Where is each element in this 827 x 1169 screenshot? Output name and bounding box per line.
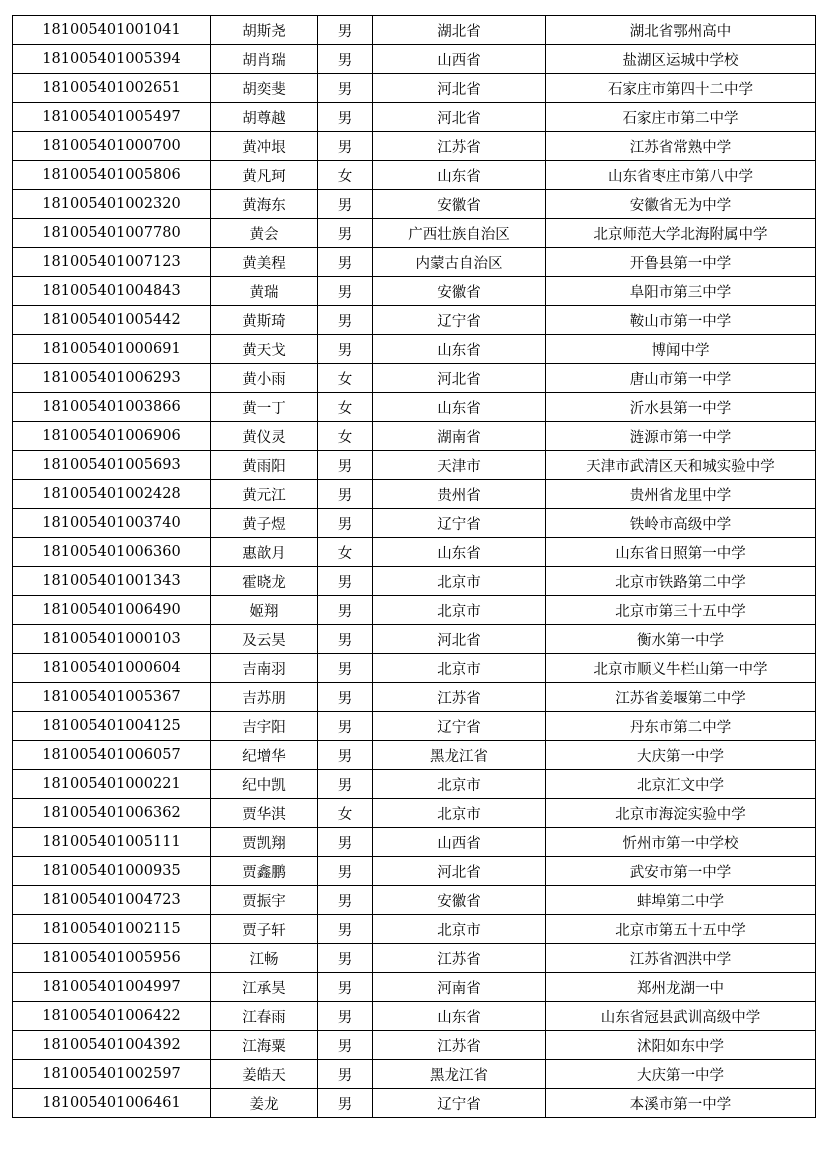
province-cell: 辽宁省 — [373, 1089, 546, 1118]
province-cell: 河北省 — [373, 364, 546, 393]
table-row — [13, 219, 816, 248]
table-row — [13, 1031, 816, 1060]
school-cell: 北京市第五十五中学 — [546, 915, 816, 944]
province-cell: 北京市 — [373, 799, 546, 828]
gender-cell: 女 — [318, 393, 373, 422]
school-cell: 湖北省鄂州高中 — [546, 16, 816, 45]
school-cell: 石家庄市第二中学 — [546, 103, 816, 132]
gender-cell: 男 — [318, 1060, 373, 1089]
table-row — [13, 712, 816, 741]
student-name-cell: 胡肖瑞 — [211, 45, 318, 74]
table-row — [13, 915, 816, 944]
province-cell: 天津市 — [373, 451, 546, 480]
school-cell: 沂水县第一中学 — [546, 393, 816, 422]
gender-cell: 男 — [318, 335, 373, 364]
province-cell: 江苏省 — [373, 683, 546, 712]
table-row — [13, 16, 816, 45]
province-cell: 北京市 — [373, 596, 546, 625]
school-cell: 安徽省无为中学 — [546, 190, 816, 219]
student-id-cell: 181005401004843 — [13, 277, 211, 306]
student-name-cell: 胡斯尧 — [211, 16, 318, 45]
table-row — [13, 335, 816, 364]
student-name-cell: 黄子煜 — [211, 509, 318, 538]
school-cell: 博闻中学 — [546, 335, 816, 364]
table-row — [13, 306, 816, 335]
student-id-cell: 181005401003866 — [13, 393, 211, 422]
school-cell: 北京市海淀实验中学 — [546, 799, 816, 828]
gender-cell: 女 — [318, 422, 373, 451]
table-row — [13, 857, 816, 886]
school-cell: 阜阳市第三中学 — [546, 277, 816, 306]
student-name-cell: 吉苏朋 — [211, 683, 318, 712]
student-id-cell: 181005401004723 — [13, 886, 211, 915]
gender-cell: 男 — [318, 1002, 373, 1031]
table-row — [13, 799, 816, 828]
student-name-cell: 胡奕斐 — [211, 74, 318, 103]
school-cell: 开鲁县第一中学 — [546, 248, 816, 277]
school-cell: 蚌埠第二中学 — [546, 886, 816, 915]
student-name-cell: 黄凡珂 — [211, 161, 318, 190]
table-row — [13, 480, 816, 509]
province-cell: 山东省 — [373, 393, 546, 422]
student-id-cell: 181005401007123 — [13, 248, 211, 277]
student-id-cell: 181005401001041 — [13, 16, 211, 45]
school-cell: 武安市第一中学 — [546, 857, 816, 886]
gender-cell: 男 — [318, 973, 373, 1002]
student-name-cell: 吉宇阳 — [211, 712, 318, 741]
province-cell: 山东省 — [373, 335, 546, 364]
student-id-cell: 181005401002651 — [13, 74, 211, 103]
province-cell: 北京市 — [373, 915, 546, 944]
student-name-cell: 黄雨阳 — [211, 451, 318, 480]
gender-cell: 男 — [318, 654, 373, 683]
school-cell: 郑州龙湖一中 — [546, 973, 816, 1002]
table-row — [13, 161, 816, 190]
province-cell: 江苏省 — [373, 944, 546, 973]
student-name-cell: 贾鑫鹏 — [211, 857, 318, 886]
school-cell: 丹东市第二中学 — [546, 712, 816, 741]
province-cell: 湖南省 — [373, 422, 546, 451]
province-cell: 山西省 — [373, 828, 546, 857]
student-name-cell: 黄小雨 — [211, 364, 318, 393]
student-id-cell: 181005401000691 — [13, 335, 211, 364]
table-row — [13, 683, 816, 712]
student-name-cell: 江承昊 — [211, 973, 318, 1002]
gender-cell: 男 — [318, 306, 373, 335]
student-name-cell: 贾华淇 — [211, 799, 318, 828]
table-row — [13, 248, 816, 277]
gender-cell: 男 — [318, 103, 373, 132]
province-cell: 黑龙江省 — [373, 741, 546, 770]
student-name-cell: 黄斯琦 — [211, 306, 318, 335]
school-cell: 贵州省龙里中学 — [546, 480, 816, 509]
table-row — [13, 277, 816, 306]
school-cell: 北京师范大学北海附属中学 — [546, 219, 816, 248]
table-row — [13, 654, 816, 683]
province-cell: 山东省 — [373, 161, 546, 190]
student-id-cell: 181005401002115 — [13, 915, 211, 944]
student-id-cell: 181005401000221 — [13, 770, 211, 799]
province-cell: 江苏省 — [373, 132, 546, 161]
province-cell: 安徽省 — [373, 190, 546, 219]
gender-cell: 男 — [318, 16, 373, 45]
student-name-cell: 贾凯翔 — [211, 828, 318, 857]
student-id-cell: 181005401007780 — [13, 219, 211, 248]
table-row — [13, 944, 816, 973]
table-row — [13, 393, 816, 422]
table-row — [13, 132, 816, 161]
gender-cell: 男 — [318, 596, 373, 625]
student-id-cell: 181005401000935 — [13, 857, 211, 886]
student-id-cell: 181005401004125 — [13, 712, 211, 741]
school-cell: 山东省日照第一中学 — [546, 538, 816, 567]
gender-cell: 男 — [318, 190, 373, 219]
school-cell: 唐山市第一中学 — [546, 364, 816, 393]
table-row — [13, 422, 816, 451]
table-row — [13, 741, 816, 770]
student-id-cell: 181005401000604 — [13, 654, 211, 683]
school-cell: 本溪市第一中学 — [546, 1089, 816, 1118]
school-cell: 铁岭市高级中学 — [546, 509, 816, 538]
school-cell: 石家庄市第四十二中学 — [546, 74, 816, 103]
school-cell: 江苏省泗洪中学 — [546, 944, 816, 973]
student-id-cell: 181005401005394 — [13, 45, 211, 74]
student-id-cell: 181005401006057 — [13, 741, 211, 770]
student-name-cell: 黄天戈 — [211, 335, 318, 364]
province-cell: 辽宁省 — [373, 509, 546, 538]
school-cell: 江苏省姜堰第二中学 — [546, 683, 816, 712]
province-cell: 北京市 — [373, 770, 546, 799]
student-name-cell: 霍晓龙 — [211, 567, 318, 596]
province-cell: 河南省 — [373, 973, 546, 1002]
province-cell: 黑龙江省 — [373, 1060, 546, 1089]
student-name-cell: 及云昊 — [211, 625, 318, 654]
table-row — [13, 190, 816, 219]
table-row — [13, 828, 816, 857]
gender-cell: 男 — [318, 828, 373, 857]
gender-cell: 女 — [318, 538, 373, 567]
student-name-cell: 姜皓天 — [211, 1060, 318, 1089]
student-name-cell: 黄瑞 — [211, 277, 318, 306]
gender-cell: 男 — [318, 509, 373, 538]
table-row — [13, 1002, 816, 1031]
gender-cell: 男 — [318, 480, 373, 509]
province-cell: 山东省 — [373, 1002, 546, 1031]
province-cell: 辽宁省 — [373, 306, 546, 335]
student-name-cell: 黄冲垠 — [211, 132, 318, 161]
roster-body — [13, 16, 816, 1118]
table-row — [13, 596, 816, 625]
student-name-cell: 黄一丁 — [211, 393, 318, 422]
table-row — [13, 770, 816, 799]
student-id-cell: 181005401006490 — [13, 596, 211, 625]
school-cell: 涟源市第一中学 — [546, 422, 816, 451]
student-id-cell: 181005401005806 — [13, 161, 211, 190]
school-cell: 盐湖区运城中学校 — [546, 45, 816, 74]
province-cell: 辽宁省 — [373, 712, 546, 741]
student-name-cell: 黄仪灵 — [211, 422, 318, 451]
table-row — [13, 451, 816, 480]
student-id-cell: 181005401006906 — [13, 422, 211, 451]
table-row — [13, 103, 816, 132]
gender-cell: 男 — [318, 74, 373, 103]
student-id-cell: 181005401004997 — [13, 973, 211, 1002]
gender-cell: 男 — [318, 770, 373, 799]
student-id-cell: 181005401005497 — [13, 103, 211, 132]
table-row — [13, 364, 816, 393]
school-cell: 鞍山市第一中学 — [546, 306, 816, 335]
student-name-cell: 贾振宇 — [211, 886, 318, 915]
table-row — [13, 886, 816, 915]
province-cell: 贵州省 — [373, 480, 546, 509]
table-row — [13, 567, 816, 596]
student-name-cell: 吉南羽 — [211, 654, 318, 683]
table-row — [13, 625, 816, 654]
gender-cell: 女 — [318, 799, 373, 828]
gender-cell: 男 — [318, 683, 373, 712]
student-name-cell: 江畅 — [211, 944, 318, 973]
province-cell: 河北省 — [373, 625, 546, 654]
province-cell: 山西省 — [373, 45, 546, 74]
gender-cell: 男 — [318, 857, 373, 886]
school-cell: 北京市铁路第二中学 — [546, 567, 816, 596]
student-name-cell: 惠歆月 — [211, 538, 318, 567]
gender-cell: 男 — [318, 944, 373, 973]
table-row — [13, 74, 816, 103]
province-cell: 内蒙古自治区 — [373, 248, 546, 277]
province-cell: 安徽省 — [373, 886, 546, 915]
province-cell: 江苏省 — [373, 1031, 546, 1060]
student-id-cell: 181005401006360 — [13, 538, 211, 567]
student-name-cell: 纪中凯 — [211, 770, 318, 799]
gender-cell: 男 — [318, 1089, 373, 1118]
student-name-cell: 纪增华 — [211, 741, 318, 770]
student-id-cell: 181005401005956 — [13, 944, 211, 973]
table-row — [13, 538, 816, 567]
student-id-cell: 181005401005442 — [13, 306, 211, 335]
school-cell: 沭阳如东中学 — [546, 1031, 816, 1060]
student-id-cell: 181005401002428 — [13, 480, 211, 509]
gender-cell: 男 — [318, 625, 373, 654]
student-name-cell: 姬翔 — [211, 596, 318, 625]
table-row — [13, 973, 816, 1002]
student-name-cell: 江春雨 — [211, 1002, 318, 1031]
student-id-cell: 181005401006461 — [13, 1089, 211, 1118]
table-row — [13, 509, 816, 538]
province-cell: 湖北省 — [373, 16, 546, 45]
school-cell: 衡水第一中学 — [546, 625, 816, 654]
student-id-cell: 181005401006362 — [13, 799, 211, 828]
gender-cell: 男 — [318, 886, 373, 915]
student-name-cell: 姜龙 — [211, 1089, 318, 1118]
province-cell: 安徽省 — [373, 277, 546, 306]
school-cell: 山东省枣庄市第八中学 — [546, 161, 816, 190]
student-name-cell: 黄会 — [211, 219, 318, 248]
student-id-cell: 181005401003740 — [13, 509, 211, 538]
province-cell: 北京市 — [373, 654, 546, 683]
student-id-cell: 181005401002320 — [13, 190, 211, 219]
school-cell: 忻州市第一中学校 — [546, 828, 816, 857]
student-id-cell: 181005401005693 — [13, 451, 211, 480]
table-row — [13, 45, 816, 74]
province-cell: 山东省 — [373, 538, 546, 567]
table-row — [13, 1060, 816, 1089]
student-id-cell: 181005401002597 — [13, 1060, 211, 1089]
gender-cell: 男 — [318, 451, 373, 480]
school-cell: 北京市第三十五中学 — [546, 596, 816, 625]
student-id-cell: 181005401000103 — [13, 625, 211, 654]
province-cell: 河北省 — [373, 74, 546, 103]
gender-cell: 男 — [318, 1031, 373, 1060]
gender-cell: 男 — [318, 741, 373, 770]
student-name-cell: 胡尊越 — [211, 103, 318, 132]
student-id-cell: 181005401004392 — [13, 1031, 211, 1060]
school-cell: 山东省冠县武训高级中学 — [546, 1002, 816, 1031]
student-id-cell: 181005401001343 — [13, 567, 211, 596]
table-row — [13, 1089, 816, 1118]
province-cell: 河北省 — [373, 857, 546, 886]
student-id-cell: 181005401000700 — [13, 132, 211, 161]
gender-cell: 女 — [318, 161, 373, 190]
student-id-cell: 181005401006422 — [13, 1002, 211, 1031]
school-cell: 江苏省常熟中学 — [546, 132, 816, 161]
province-cell: 广西壮族自治区 — [373, 219, 546, 248]
gender-cell: 男 — [318, 45, 373, 74]
student-id-cell: 181005401005367 — [13, 683, 211, 712]
student-name-cell: 江海粟 — [211, 1031, 318, 1060]
student-name-cell: 黄海东 — [211, 190, 318, 219]
gender-cell: 男 — [318, 248, 373, 277]
gender-cell: 男 — [318, 915, 373, 944]
gender-cell: 男 — [318, 567, 373, 596]
school-cell: 大庆第一中学 — [546, 1060, 816, 1089]
province-cell: 北京市 — [373, 567, 546, 596]
gender-cell: 男 — [318, 219, 373, 248]
roster-table — [12, 15, 816, 1118]
student-name-cell: 贾子轩 — [211, 915, 318, 944]
student-id-cell: 181005401006293 — [13, 364, 211, 393]
gender-cell: 男 — [318, 277, 373, 306]
gender-cell: 男 — [318, 132, 373, 161]
province-cell: 河北省 — [373, 103, 546, 132]
student-id-cell: 181005401005111 — [13, 828, 211, 857]
school-cell: 北京汇文中学 — [546, 770, 816, 799]
student-name-cell: 黄美程 — [211, 248, 318, 277]
gender-cell: 女 — [318, 364, 373, 393]
school-cell: 北京市顺义牛栏山第一中学 — [546, 654, 816, 683]
school-cell: 大庆第一中学 — [546, 741, 816, 770]
school-cell: 天津市武清区天和城实验中学 — [546, 451, 816, 480]
gender-cell: 男 — [318, 712, 373, 741]
student-name-cell: 黄元江 — [211, 480, 318, 509]
